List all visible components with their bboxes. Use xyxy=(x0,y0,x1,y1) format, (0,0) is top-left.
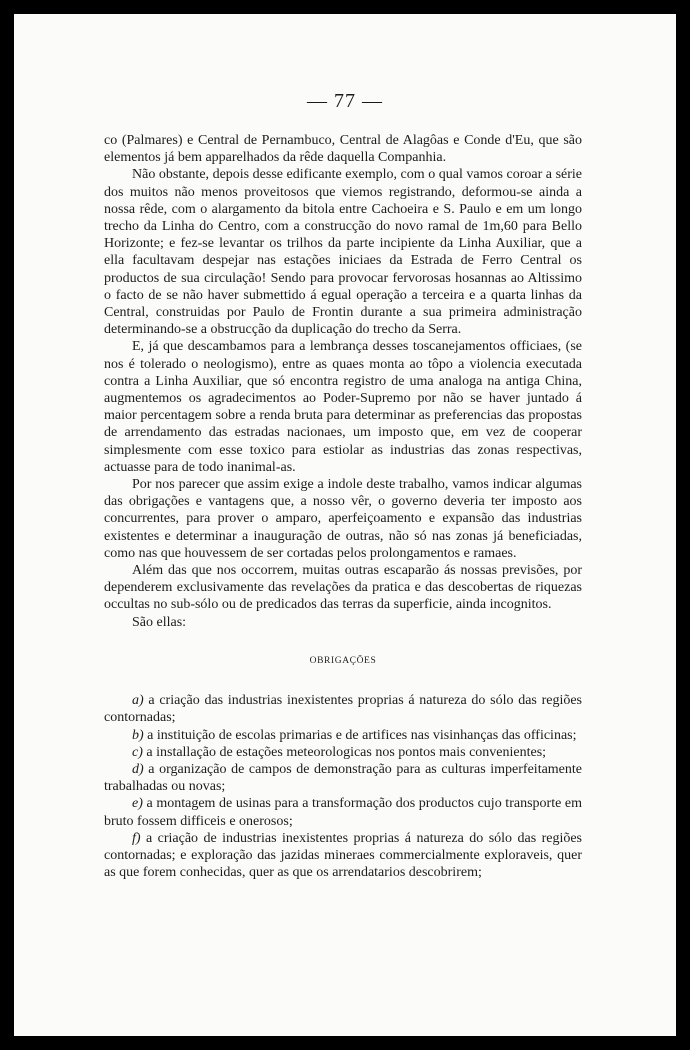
item-label: e) xyxy=(132,796,143,812)
section-heading: OBRIGAÇÕES xyxy=(309,655,377,666)
item-text: a criação de industrias inexistentes proprias á natureza do sólo das regiões contornadas; e exploração das jazidas mineraes commercialmente exploraveis, quer as que forem conhecidas, quer as que os arrendatarios descobrirem; xyxy=(104,830,582,881)
body-text xyxy=(104,132,582,881)
paragraph-4: Por nos parecer que assim exige a indole deste trabalho, vamos indicar algumas das obrigações e vantagens que, a nosso vêr, o governo deveria ter imposto aos concurrentes, para prover o amparo, aperfeiçoamento e expansão das industrias existentes e determinar a inauguração de outras, não só nas zonas já beneficiadas, como nas que houvessem de ser cortadas pelos prolongamentos e ramaes. xyxy=(104,477,582,561)
document-page xyxy=(14,14,676,1036)
obligation-item xyxy=(104,761,582,795)
item-text: a installação de estações meteorologicas nos pontos mais convenientes; xyxy=(146,744,547,760)
obligation-item xyxy=(104,727,582,744)
paragraph-5: Além das que nos occorrem, muitas outras escaparão ás nossas previsões, por dependerem exclusivamente das revelações da pratica e das descobertas de riquezas occultas no sub-sólo ou de predicados das terras da superficie, ainda incognitos. xyxy=(104,563,582,613)
item-text: a montagem de usinas para a transformação dos productos cujo transporte em bruto fossem difficeis e onerosos; xyxy=(104,796,583,829)
item-label: c) xyxy=(132,744,143,760)
obligation-item xyxy=(104,692,582,726)
item-label: f) xyxy=(132,830,141,846)
page-number: — 77 — xyxy=(307,90,383,112)
paragraph-6: São ellas: xyxy=(132,614,187,630)
paragraph-2: Não obstante, depois desse edificante exemplo, com o qual vamos coroar a série dos muitos não menos proveitosos que viemos registrando, deformou-se ainda a nossa rêde, com o alargamento da bitola entre Cachoeira e S. Paulo e em um longo trecho da Linha do Centro, com a construcção do novo ramal de 1m,60 para Bello Horizonte; e fez-se levantar os trilhos da parte incipiente da Linha Auxiliar, que a ella facultavam despejar nas estações iniciaes da Estrada de Ferro Central os productos de sua circulação! Sendo para provocar fervorosas hosannas ao Altissimo o facto de se não haver submettido á egual operação a terceira e a quarta linhas da Central, construidas por Paulo de Frontin durante a sua primeira administração determinando-se a obstrucção da duplicação do trecho da Serra. xyxy=(104,167,582,338)
item-label: a) xyxy=(132,693,144,709)
obligation-item xyxy=(104,795,582,829)
item-text: a instituição de escolas primarias e de artifices nas visinhanças das officinas; xyxy=(147,727,577,743)
item-label: d) xyxy=(132,761,144,777)
paragraph-3: E, já que descambamos para a lembrança desses toscanejamentos officiaes, (se nos é tolerado o neologismo), entre as quaes monta ao tôpo a violencia executada contra a Linha Auxiliar, que só encontra registro de uma analoga na antiga China, augmentemos os agradecimentos ao Poder-Supremo por não se haver juntado á maior percentagem sobre a renda bruta para determinar as preferencias das propostas de arrendamento das estradas nacionaes, um imposto que, em vez de cooperar simplesmente com esse toxico para estiolar as industrias das zonas respectivas, actuasse para de todo inanimal-as. xyxy=(104,339,582,475)
obligation-item xyxy=(104,744,582,761)
item-text: a criação das industrias inexistentes proprias á natureza do sólo das regiões contornadas; xyxy=(104,693,582,726)
paragraph-1: co (Palmares) e Central de Pernambuco, Central de Alagôas e Conde d'Eu, que são elementos já bem apparelhados da rêde daquella Companhia. xyxy=(104,133,582,166)
item-label: b) xyxy=(132,727,144,743)
item-text: a organização de campos de demonstração para as culturas imperfeitamente trabalhadas ou novas; xyxy=(104,761,583,795)
obligation-item xyxy=(104,830,582,882)
